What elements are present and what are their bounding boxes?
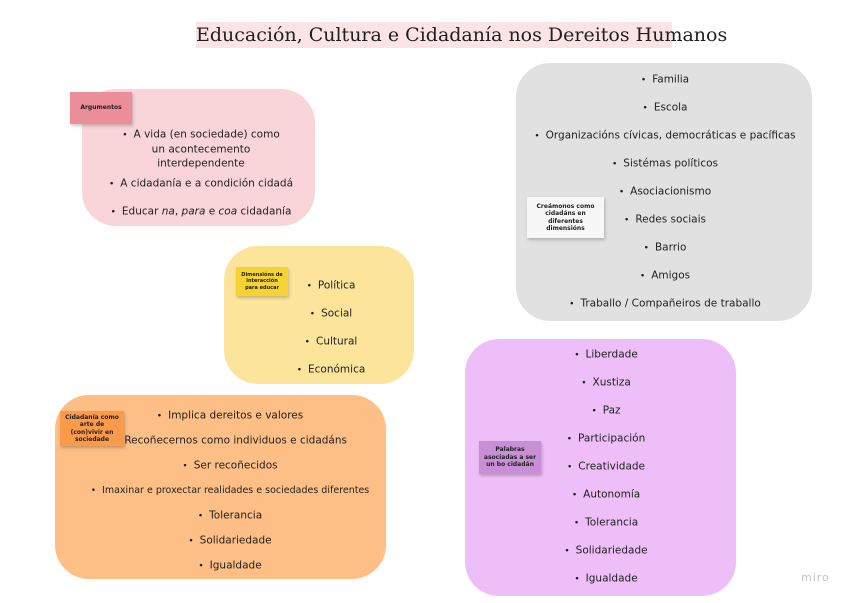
- interaccion-item: • Cultural: [304, 335, 358, 348]
- dimension-item: • Sistémas políticos: [611, 157, 719, 170]
- dimension-item: • Escola: [642, 101, 688, 114]
- convivir-item: • Implica dereitos e valores: [156, 409, 304, 422]
- dimension-item: • Familia: [640, 73, 690, 86]
- convivir-item: • Igualdade: [198, 559, 262, 572]
- convivir-item: • Solidariedade: [188, 534, 272, 547]
- dimension-item: • Amigos: [639, 269, 691, 282]
- argumentos-item: • A vida (en sociedade) como un acontecemento interdependente: [122, 128, 280, 170]
- convivir-item: • Imaxinar e proxectar realidades e sociedades diferentes: [90, 485, 370, 496]
- dimension-item: • Asociacionismo: [618, 185, 712, 198]
- interaccion-item: • Política: [306, 279, 356, 292]
- palabra-item: • Solidariedade: [564, 544, 648, 557]
- palabra-item: • Participación: [566, 432, 646, 445]
- sticky-note-argumentos[interactable]: Argumentos: [70, 92, 132, 124]
- dimension-item: • Barrio: [643, 241, 687, 254]
- sticky-note-interaccion[interactable]: Dimensións de interacción para educar: [236, 267, 288, 296]
- dimension-item: • Organizacións cívicas, democráticas e pacíficas: [534, 129, 796, 142]
- argumentos-item: • A cidadanía e a condición cidadá: [108, 177, 294, 190]
- dimension-item: • Traballo / Compañeiros de traballo: [569, 297, 761, 310]
- palabra-item: • Xustiza: [581, 376, 631, 389]
- interaccion-item: • Económica: [296, 363, 366, 376]
- convivir-item: Recoñecernos como individuos e cidadáns: [124, 434, 347, 447]
- palabra-item: • Autonomía: [571, 488, 641, 501]
- palabra-item: • Igualdade: [574, 572, 638, 585]
- sticky-note-dimensions[interactable]: Creámonos como cidadáns en diferentes dimensións: [527, 197, 604, 238]
- palabra-item: • Liberdade: [574, 348, 638, 361]
- dimension-item: • Redes sociais: [624, 213, 706, 226]
- miro-watermark: miro: [801, 571, 830, 584]
- page-title: Educación, Cultura e Cidadanía nos Dereitos Humanos: [196, 24, 728, 46]
- sticky-note-palabras[interactable]: Palabras asociadas a ser un bo cidadán: [479, 441, 541, 474]
- argumentos-item: • Educar na, para e coa cidadanía: [110, 205, 292, 218]
- palabra-item: • Tolerancia: [573, 516, 639, 529]
- convivir-item: • Ser recoñecidos: [182, 459, 278, 472]
- interaccion-item: • Social: [309, 307, 353, 320]
- palabra-item: • Creatividade: [566, 460, 646, 473]
- sticky-note-convivir[interactable]: Cidadanía como arte de (con)vivir en sociedade: [60, 411, 124, 446]
- convivir-item: • Tolerancia: [197, 509, 263, 522]
- palabra-item: • Paz: [591, 404, 621, 417]
